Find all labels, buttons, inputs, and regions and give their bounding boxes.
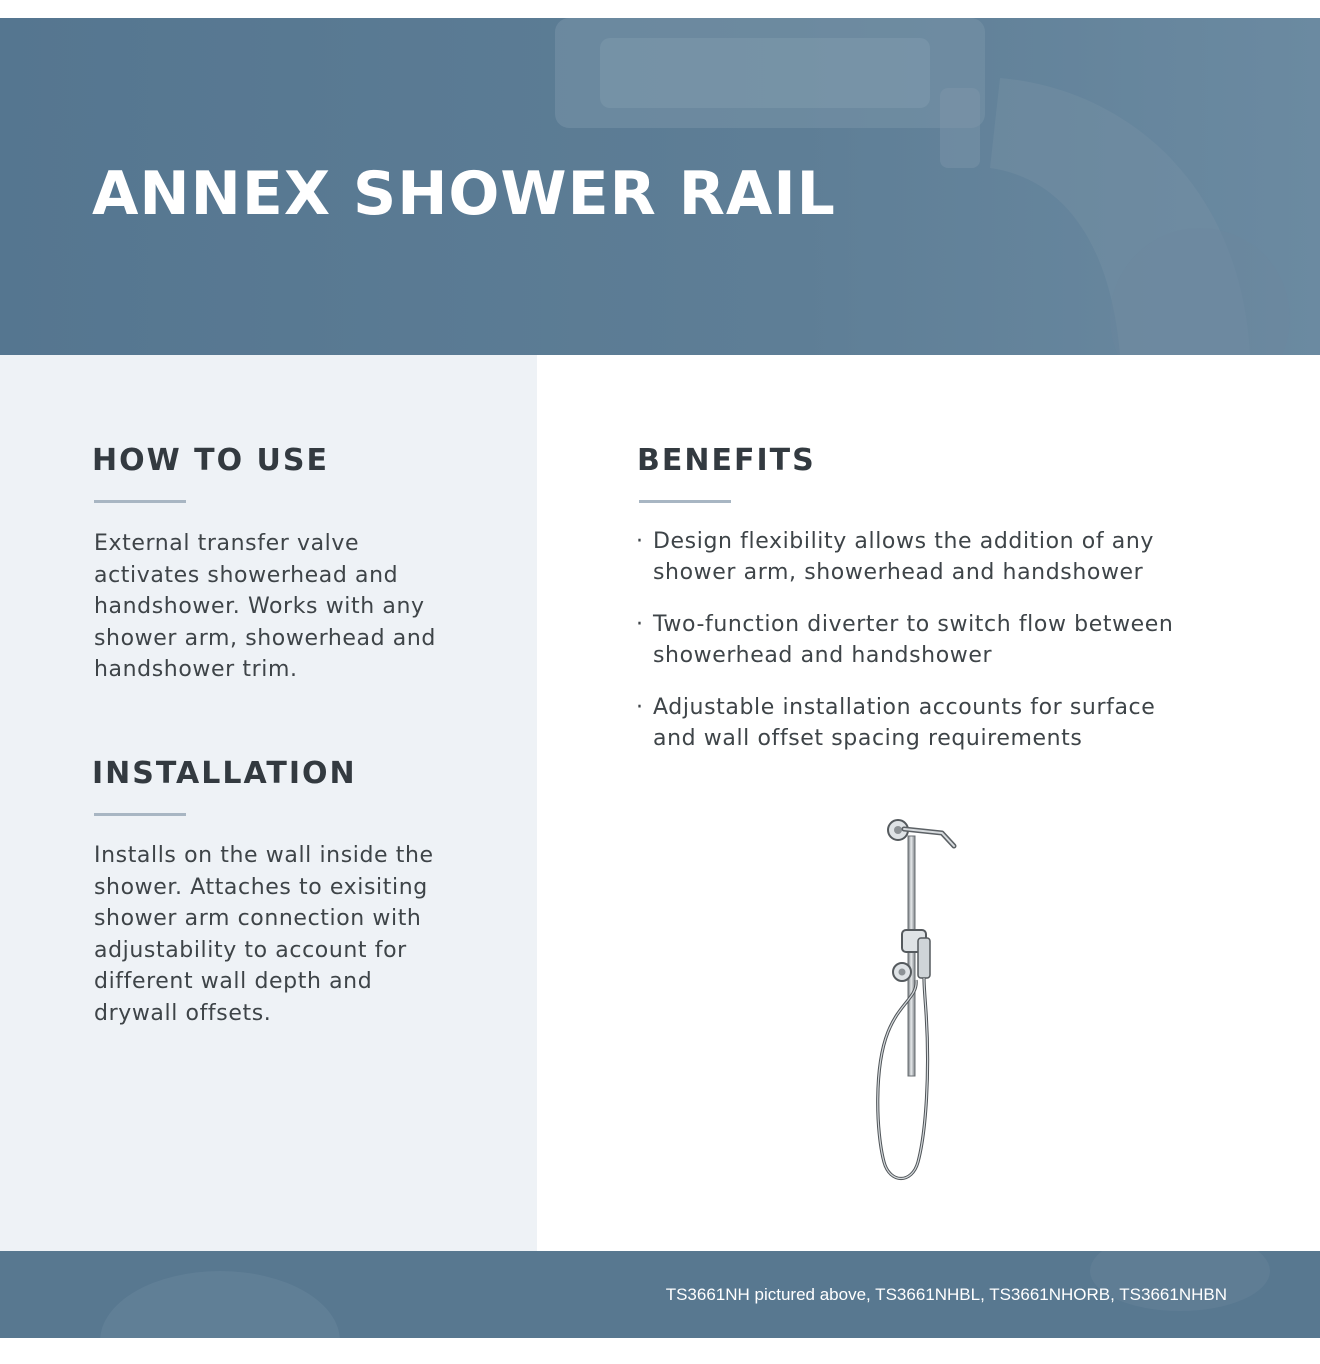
how-to-use-text: [94, 528, 436, 686]
how-to-use-line: External transfer valve: [94, 531, 360, 556]
how-to-use-line: handshower. Works with any: [94, 594, 425, 620]
benefit-line: Two-function diverter to switch flow between: [653, 612, 1174, 637]
installation-heading: INSTALLATION: [92, 756, 357, 791]
installation-rule: [94, 813, 186, 816]
left-panel: [0, 355, 537, 1251]
bullet-icon: ·: [636, 612, 644, 637]
how-to-use-line: activates showerhead and: [94, 562, 399, 588]
benefit-line: Design flexibility allows the addition of any: [653, 529, 1155, 554]
model-numbers-caption: TS3661NH pictured above, TS3661NHBL, TS3661NHORB, TS3661NHBN: [665, 1285, 1227, 1304]
how-to-use-rule: [94, 500, 186, 503]
benefit-item: [636, 526, 1256, 588]
how-to-use-heading: HOW TO USE: [92, 443, 330, 478]
installation-text: [94, 840, 434, 1030]
benefit-line: Adjustable installation accounts for surface: [653, 695, 1156, 720]
benefit-line: and wall offset spacing requirements: [653, 726, 1083, 751]
benefit-item: [636, 609, 1256, 671]
page-title: ANNEX SHOWER RAIL: [92, 159, 836, 229]
benefits-heading: BENEFITS: [637, 443, 816, 478]
benefit-line: showerhead and handshower: [653, 643, 993, 668]
bullet-icon: ·: [636, 529, 644, 554]
installation-line: drywall offsets.: [94, 1000, 272, 1026]
benefits-rule: [639, 500, 731, 503]
installation-line: shower. Attaches to exisiting: [94, 874, 428, 900]
installation-line: shower arm connection with: [94, 906, 422, 932]
how-to-use-line: shower arm, showerhead and: [94, 625, 436, 651]
header-banner: [0, 18, 1320, 355]
shower-rail-product-image: [860, 812, 970, 1186]
benefit-line: shower arm, showerhead and handshower: [653, 560, 1144, 585]
installation-line: different wall depth and: [94, 969, 373, 995]
bullet-icon: ·: [636, 695, 644, 720]
benefit-item: [636, 692, 1256, 754]
installation-line: Installs on the wall inside the: [94, 843, 434, 868]
footer-banner: [0, 1251, 1320, 1338]
benefits-list: [636, 526, 1256, 775]
how-to-use-line: handshower trim.: [94, 657, 298, 683]
installation-line: adjustability to account for: [94, 937, 407, 963]
